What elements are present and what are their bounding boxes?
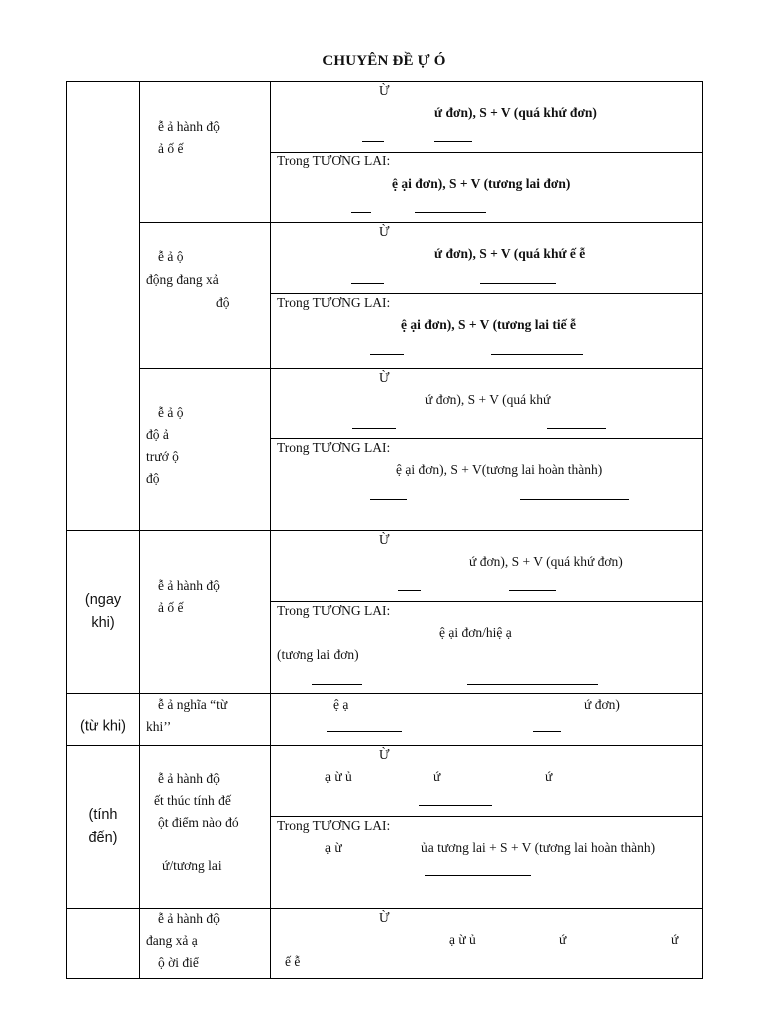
- conjunction-label: (từ khi): [80, 718, 126, 735]
- past-label: Ừ: [379, 747, 390, 762]
- meaning-line: trướ ộ: [146, 449, 179, 464]
- conjunction-cell: [67, 909, 140, 979]
- future-cell: [271, 153, 703, 223]
- answer-blank: [351, 283, 384, 284]
- formula-text: ạ ừ ủ: [325, 769, 352, 784]
- conjunction-cell: [67, 531, 140, 694]
- past-cell: [271, 369, 703, 439]
- conjunction-label-line: (ngay: [84, 592, 122, 608]
- meaning-cell: [140, 746, 271, 909]
- future-formula: ệ ại đơn/hiệ ạ: [439, 625, 512, 640]
- table-row: [67, 223, 703, 294]
- answer-blank: [480, 283, 556, 284]
- meaning-line: động đang xả: [146, 272, 219, 287]
- formula-text: ạ ừ ủ: [449, 932, 476, 947]
- meaning-line: độ: [216, 295, 230, 310]
- answer-blank: [312, 684, 362, 685]
- meaning-cell: [140, 909, 271, 979]
- past-cell: [271, 746, 703, 817]
- past-formula: ứ đơn), S + V (quá khứ đơn): [434, 105, 597, 120]
- past-formula: ứ đơn), S + V (quá khứ đơn): [469, 554, 623, 569]
- future-label: Trong TƯƠNG LAI:: [277, 153, 391, 168]
- table-row: [67, 746, 703, 817]
- future-cell: [271, 602, 703, 694]
- answer-blank: [327, 731, 402, 732]
- answer-blank: [467, 684, 598, 685]
- answer-blank: [352, 428, 396, 429]
- meaning-cell: [140, 369, 271, 531]
- past-cell: [271, 82, 703, 153]
- meaning-line: ết thúc tính đế: [154, 793, 231, 808]
- meaning-line: ễ ả hành độ: [158, 578, 220, 593]
- future-label: Trong TƯƠNG LAI:: [277, 295, 391, 310]
- conjunction-label-line: (tính: [88, 807, 118, 823]
- conjunction-cell: [67, 746, 140, 909]
- meaning-line: ễ ả ộ: [158, 405, 184, 420]
- answer-blank: [547, 428, 606, 429]
- answer-blank: [509, 590, 556, 591]
- table-row: [67, 82, 703, 153]
- formula-text: ệ ạ: [333, 697, 349, 712]
- meaning-cell: [140, 82, 271, 223]
- answer-blank: [434, 141, 472, 142]
- answer-blank: [362, 141, 384, 142]
- future-formula: ệ ại đơn), S + V (tương lai tiế ễ: [401, 317, 576, 332]
- meaning-line: ễ ả hành độ: [158, 771, 220, 786]
- past-label: Ừ: [379, 370, 390, 385]
- future-cell: [271, 439, 703, 531]
- formula-cell: [271, 909, 703, 979]
- meaning-line: độ ả: [146, 427, 169, 442]
- answer-blank: [533, 731, 561, 732]
- meaning-line: ễ ả hành độ: [158, 119, 220, 134]
- past-label: Ừ: [379, 83, 390, 98]
- past-label: Ừ: [379, 224, 390, 239]
- meaning-line: ễ ả hành độ: [158, 911, 220, 926]
- table-row: [67, 531, 703, 602]
- meaning-line: độ: [146, 471, 160, 486]
- past-cell: [271, 223, 703, 294]
- answer-blank: [425, 875, 531, 876]
- future-label: Trong TƯƠNG LAI:: [277, 440, 391, 455]
- future-formula: ủa tương lai + S + V (tương lai hoàn thành): [421, 840, 656, 855]
- formula-text: ế ễ: [285, 954, 301, 969]
- formula-text: ạ ừ: [325, 840, 342, 855]
- answer-blank: [520, 499, 629, 500]
- meaning-cell: [140, 694, 271, 746]
- answer-blank: [370, 499, 407, 500]
- formula-text: ứ: [559, 932, 567, 947]
- answer-blank: [415, 212, 486, 213]
- meaning-line: ột điểm nào đó: [158, 815, 239, 830]
- grammar-table: [66, 81, 703, 979]
- document-title: CHUYÊN ĐỀ Ự Ó: [322, 53, 446, 69]
- past-formula: ứ đơn), S + V (quá khứ: [425, 392, 551, 407]
- answer-blank: [351, 212, 371, 213]
- future-label: Trong TƯƠNG LAI:: [277, 818, 391, 833]
- meaning-line: đang xả ạ: [146, 933, 198, 948]
- past-label: Ừ: [379, 910, 390, 925]
- answer-blank: [491, 354, 583, 355]
- conjunction-label: [67, 804, 139, 850]
- past-cell: [271, 531, 703, 602]
- formula-text: ứ: [671, 932, 679, 947]
- table-row: [67, 694, 703, 746]
- conjunction-label: [67, 589, 139, 635]
- future-formula: ệ ại đơn), S + V(tương lai hoàn thành): [396, 462, 603, 477]
- answer-blank: [370, 354, 404, 355]
- conjunction-label-line: khi): [91, 615, 115, 631]
- meaning-line: ộ ời điể: [158, 955, 199, 970]
- meaning-cell: [140, 531, 271, 694]
- table-row: [67, 909, 703, 979]
- formula-cell: [271, 694, 703, 746]
- meaning-line: ứ/tương lai: [162, 858, 222, 873]
- answer-blank: [398, 590, 421, 591]
- formula-text: ứ đơn): [584, 697, 620, 712]
- meaning-line: khi’’: [146, 719, 172, 734]
- table-row: [67, 369, 703, 439]
- future-formula: ệ ại đơn), S + V (tương lai đơn): [392, 176, 571, 191]
- future-label: Trong TƯƠNG LAI:: [277, 603, 391, 618]
- past-label: Ừ: [379, 532, 390, 547]
- meaning-line: ễ ả nghĩa “từ: [158, 697, 228, 712]
- conjunction-cell: [67, 82, 140, 531]
- meaning-line: ả ố ế: [158, 141, 184, 156]
- formula-text: ứ: [433, 769, 441, 784]
- future-cell: [271, 294, 703, 369]
- answer-blank: [419, 805, 492, 806]
- future-formula: (tương lai đơn): [277, 647, 359, 662]
- conjunction-label-line: đến): [88, 830, 118, 846]
- meaning-cell: [140, 223, 271, 369]
- conjunction-cell: [67, 694, 140, 746]
- meaning-line: ả ố ế: [158, 600, 184, 615]
- future-cell: [271, 817, 703, 909]
- past-formula: ứ đơn), S + V (quá khứ ế ễ: [434, 246, 586, 261]
- formula-text: ứ: [545, 769, 553, 784]
- meaning-line: ễ ả ộ: [158, 249, 184, 264]
